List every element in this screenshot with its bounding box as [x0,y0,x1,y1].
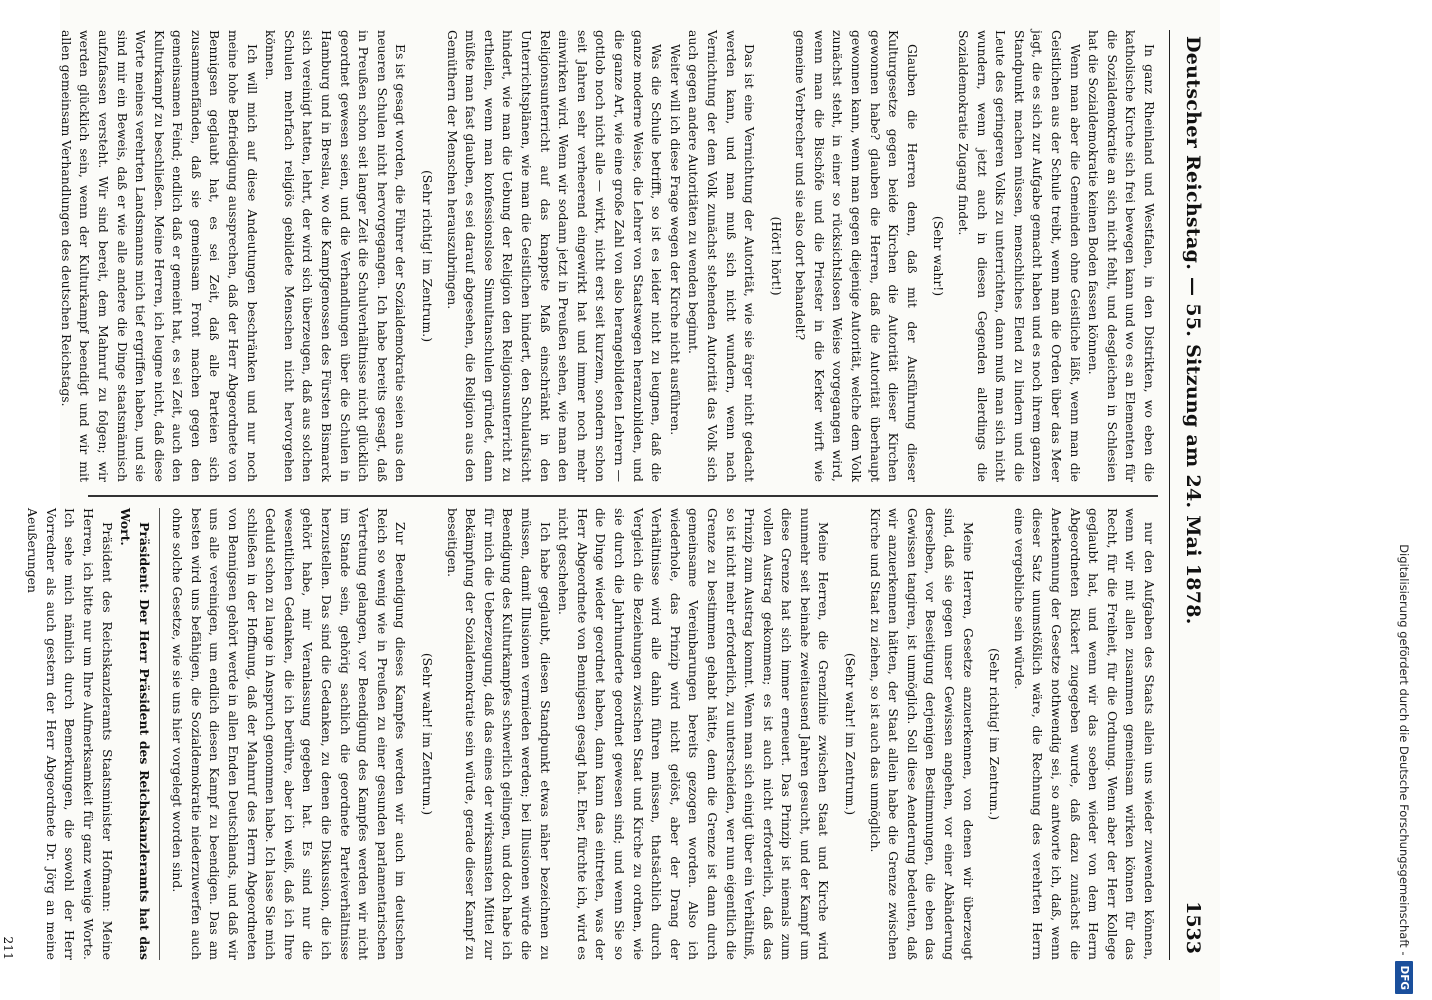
credit-text: Digitalisierung gefördert durch die Deutsche Forschungsgemeinschaft - [1397,544,1411,956]
paragraph: Meine Herren, Gesetze anzuerkennen, von denen wir überzeugt sind, daß sie gegen unser Gewissen angehen, vor einer Abänderung derselben, vor Beseitigung derjenigen Bestimmungen, die eben das Gewissen tangiren, ist unmöglich. Soll diese Aenderung bedeuten, daß wir anzuerkennen hätten, der Staat allein habe die Grenze zwischen Kirche und Staat zu ziehen, so ist auch das unmöglich. [867,508,976,960]
page-header [1169,30,1220,960]
paragraph: Ich will mich auf diese Andeutungen beschränken und nur noch meine hohe Befriedigung aussprechen, daß der Herr Abgeordnete von Bennigsen geglaubt hat, es sei Zeit, daß alle Parteien sich zusammenfänden, daß sie gemeinsam Front machen gegen den gemeinsamen Feind; endlich daß er gemeint hat, es sei Zeit, auch den Kulturkampf zu beschließen. Meine Herren, ich leugne nicht, daß diese Worte meines verehrten Landsmanns mich tief ergriffen haben, und sie sind mir ein Beweis, daß er wie alle andere die Dinge staatsmännisch aufzufassen versteht. Wir sind bereit, dem Mahnruf zu folgen; wir werden glücklich sein, wenn der Kulturkampf beendigt und wir mit allen gemeinsam Verhandlungen des deutschen Reichstags. [58,30,260,482]
paragraph: Präsident des Reichskanzleramts Staatsminister Hofmann: Meine Herren, ich bitte nur um Ihre Aufmerksamkeit für ganz wenige Worte. Ich sehe mich nämlich durch Bemerkungen, die sowohl der Herr Vorredner als auch gestern der Herr Abgeordnete Dr. Jörg an meine Aeußerungen [25,508,115,960]
paragraph: Wenn man aber die Gemeinden ohne Geistliche läßt, wenn man die Geistlichen aus der Schule treibt, wenn man die Orden über das Meer jagt, die es sich zur Aufgabe gemacht haben und es noch ihrem ganzen Standpunkt machen müssen, menschliches Elend zu lindern und die Leute des geringeren Volks zu unterrichten, dann muß man sich nicht wundern, wenn jetzt auch in diesen Gegenden allerdings die Sozialdemokratie Zugang findet. [956,30,1083,482]
interjection: (Sehr wahr! im Zentrum.) [843,652,859,816]
right-column [0,508,1158,960]
paragraph: Es ist gesagt worden, die Führer der Sozialdemokratie seien aus den neueren Schulen nicht hervorgegangen. Ich habe bereits gesagt, daß in Preußen schon seit langer Zeit die Schulverhältnisse nicht glücklich geordnet gewesen seien, und die Verhandlungen über die Schulen in Hamburg und in Breslau, wo die Kampfgenossen des Fürsten Bismarck sich vereinigt hatten, lehrt, der wird sich überzeugen, daß aus solchen Schulen mehrfach religiös gebildete Menschen nicht hervorgehen können. [263,30,409,482]
signature-mark: 211 [0,936,16,960]
interjection: (Sehr richtig! im Zentrum.) [987,647,1003,821]
speaker-line: Präsident: Der Herr Präsident des Reichskanzleramts hat das Wort. [118,508,152,960]
paragraph: Was die Schule betrifft, so ist es leider nicht zu leugnen, daß die ganze moderne Weise, die Lehrer von Staatswegen heranzubilden, und die ganze Art, wie eine große Zahl von also herangebildeten Lehrern — gottlob noch nicht alle — wirkt, nicht erst seit kurzem, sondern schon seit Jahren sehr verheerend eingewirkt hat und immer noch mehr einwirken wird. Wenn wir sodann jetzt in Preußen sehen, wie man den Religionsunterricht auf das knappste Maß einschränkt in den Unterrichtsplänen, wie man die Geistlichen hindert, den Schulaufsicht hindert, wie man die Uebung der Religion den Religionsunterricht zu ertheilen, wenn man konfessionslose Simultanschulen gründet, dann müßte man fast glauben, es sei darauf abgesehen, die Religion aus den Gemüthern der Menschen herauszubringen. [444,30,665,482]
paragraph: Glauben die Herren denn, daß mit der Ausführung dieser Kulturgesetze gegen beide Kirchen die Autorität dieser Kirchen gewonnen habe? glauben die Herren, daß die Autorität überhaupt gewonnen kann, wenn man gegen diejenige Autorität, welche dem Volk zunächst steht, in einer so rücksichtslosen Weise vorgegangen wird, wenn man die Bischöfe und die Priester in die Kerker wirft wie gemeine Verbrecher und sie also dort behandelt? [793,30,920,482]
paragraph: Meine Herren, die Grenzlinie zwischen Staat und Kirche wird nunmehr seit beinahe zweitausend Jahren gesucht, und der Kampf um diese Grenze hat sich immer erneuert. Das Prinzip ist niemals zum vollen Austrag gekommen; es ist auch nicht erforderlich, daß das Prinzip zum Austrag kommt. Wenn man sich einigt über ein Verhältniß, so ist nicht mehr erforderlich, zu unterscheiden, wer nun eigentlich die Grenze zu bestimmen gehabt hätte, denn die Grenze ist dann durch gemeinsame Vereinbarungen bereits gezogen worden. Also ich wiederhole, das Prinzip wird nicht gelöst, aber der Drang der Verhältnisse wird alle dahin führen müssen, thatsächlich durch Vergleich die Beziehungen zwischen Staat und Kirche zu ordnen, wie sie durch die Jahrhunderte geordnet gewesen sind; und wenn Sie so die Dinge wieder geordnet haben, dann kann das eintreten, was der Herr Abgeordnete von Bennigsen gesagt hat. Eher, fürchte ich, wird es nicht geschehen. [556,508,832,960]
paragraph: Weiter will ich diese Frage wegen der Kirche nicht ausführen. [667,44,683,436]
interjection: (Sehr wahr! im Zentrum.) [420,652,436,816]
page-number: 1533 [1182,901,1204,954]
paragraph: nur den Aufgaben des Staats allein uns wieder zuwenden können, wenn wir mit allen zusammen gemeinsam wirken können für das Recht, für die Freiheit, für die Ordnung. Wenn aber der Herr Kollege geglaubt hat, und wenn wir das soeben wieder von dem Herrn Abgeordneten Rickert zugegeben wurde, daß dazu zunächst die Anerkennung der Gesetze nothwendig sei, so antworte ich, daß, wenn dieser Satz unumstößlich wäre, die Rechnung des verehrten Herrn eine vergebliche sein würde. [1011,508,1157,960]
column-divider [88,495,1158,497]
interjection: (Hört! hört!) [768,216,784,296]
paragraph: Zur Beendigung dieses Kampfes werden wir auch im deutschen Reich so wenig wie in Preußen zu einer gesunden parlamentarischen Vertretung gelangen, vor Beendigung des Kampfes werden wir nicht im Stande sein, gehörig sachlich die geordnete Parteiverhältnisse herzustellen. Das sind die Gedanken, zu denen die Diskussion, die ich gehört habe, mir Veranlassung gegeben hat. Es sind nur die wesentlichen Gedanken, die ich berühre, aber ich weiß, daß ich Ihre Geduld schon zu lange in Anspruch genommen habe. Ich lasse Sie mich schließen in der Hoffnung, daß der Mahnruf des Herrn Abgeordneten von Bennigsen gehört werde in allen Enden Deutschlands, und daß wir uns alle vereinigen, um endlich diesen Kampf zu beendigen. Das am besten wird uns befähigen, die Sozialdemokratie niederzuwerfen auch ohne solche Gesetze, wie sie uns hier vorgelegt worden sind. [170,508,409,960]
dfg-logo: DFG [1395,961,1413,994]
section-rule [159,508,160,960]
digitization-credit-sidebar [1382,0,1426,1000]
text-columns [0,30,1158,960]
interjection: (Sehr richtig! im Zentrum.) [420,169,436,343]
left-column [58,30,1158,482]
paragraph: Ich habe geglaubt, diesen Standpunkt etwas näher bezeichnen zu müssen, damit Illusionen vermieden werden; bei Illusionen würde die Beendigung des Kulturkampfes schwerlich gelingen, und doch habe ich für mich die Ueberzeugung, daß das eines der wirksamsten Mittel zur Bekämpfung der Sozialdemokratie sein würde, gerade dieser Kampf zu beseitigen. [444,508,553,960]
paragraph: Das ist eine Vernichtung der Autorität, wie sie ärger nicht gedacht werden kann, und man muß sich nicht wundern, wenn nach Vernichtung der dem Volk zunächst stehenden Autorität das Volk sich auch gegen andere Autoritäten zu wenden beginnt. [686,30,758,482]
paragraph: In ganz Rheinland und Westfalen, in den Distrikten, wo eben die katholische Kirche sich frei bewegen kann und wo es an Elementen für die Sozialdemokratie an sich nicht fehlt, und desgleichen in Schlesien hat die Sozialdemokratie keinen Boden fassen können. [1086,30,1157,482]
running-head: Deutscher Reichstag. — 55. Sitzung am 24. Mai 1878. [1182,36,1204,625]
interjection: (Sehr wahr!) [931,215,947,297]
